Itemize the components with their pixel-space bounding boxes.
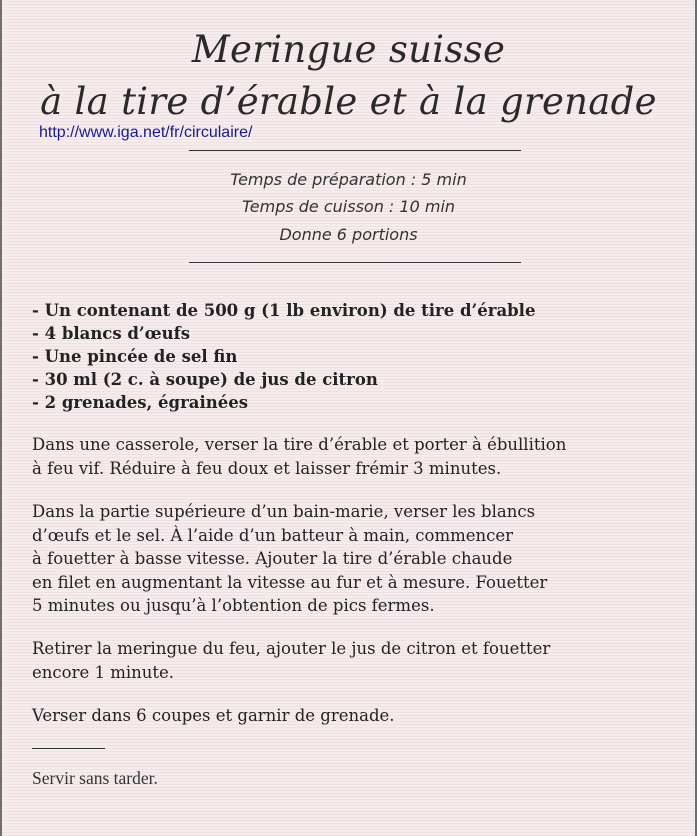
step-paragraph-4 [32,704,682,728]
footer-divider [32,748,105,749]
cook-time: Temps de cuisson : 10 min [241,197,456,216]
step-line: Dans la partie supérieure d’un bain-marie, verser les blancs [32,502,536,521]
step-line: Dans une casserole, verser la tire d’érable et porter à ébullition [32,435,567,454]
yield-portions: Donne 6 portions [279,225,418,244]
step-line: Verser dans 6 coupes et garnir de grenade. [32,706,395,725]
step-line: à fouetter à basse vitesse. Ajouter la tire d’érable chaude [32,549,513,568]
step-line: Retirer la meringue du feu, ajouter le jus de citron et fouetter [32,639,551,658]
ingredient-item: - 30 ml (2 c. à soupe) de jus de citron [32,370,378,389]
recipe-title-line-1: Meringue suisse [191,28,506,71]
step-line: d’œufs et le sel. À l’aide d’un batteur à main, commencer [32,525,514,545]
step-line: en filet en augmentant la vitesse au fur et à mesure. Fouetter [32,572,548,592]
step-paragraph-2 [32,500,682,618]
step-paragraph-3 [32,637,682,684]
recipe-title-line-2: à la tire d’érable et à la grenade [40,80,657,123]
prep-time: Temps de préparation : 5 min [230,170,467,189]
ingredient-list [32,299,535,414]
ingredient-item: - 2 grenades, égrainées [32,393,249,412]
source-url-link[interactable]: http://www.iga.net/fr/circulaire/ [39,124,253,141]
top-divider [189,150,521,151]
bottom-divider [189,262,521,263]
ingredient-item: - Un contenant de 500 g (1 lb environ) de tire d’érable [32,301,536,320]
ingredient-item: - 4 blancs d’œufs [32,324,191,343]
step-line: 5 minutes ou jusqu’à l’obtention de pics fermes. [32,596,435,615]
step-line: à feu vif. Réduire à feu doux et laisser frémir 3 minutes. [32,458,502,478]
serving-note: Servir sans tarder. [32,768,158,788]
ingredient-item: - Une pincée de sel fin [32,347,238,366]
step-paragraph-1 [32,433,682,480]
step-line: encore 1 minute. [32,662,175,682]
